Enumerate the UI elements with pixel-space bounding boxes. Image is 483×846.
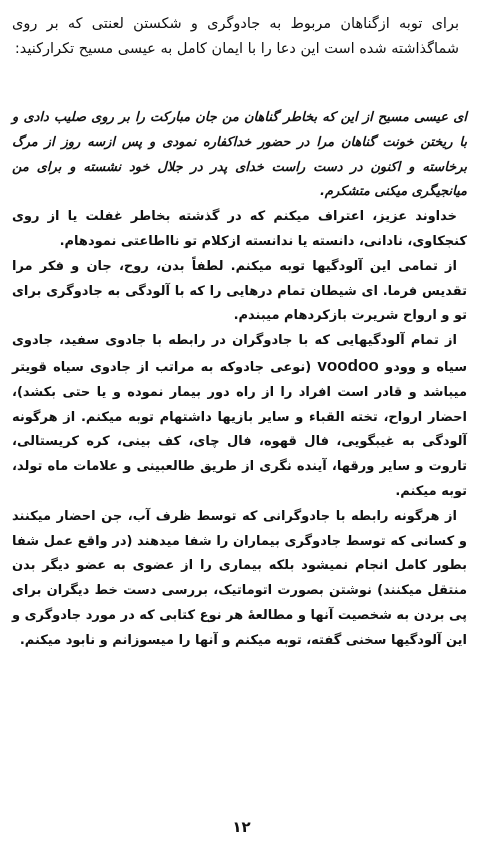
page-number: ۱۲ [232,818,251,836]
intro-paragraph: برای توبه ازگناهان مربوط به جادوگری و شکستن لعنتی که بر روی شماگذاشته شده است این دعا را با ایمان کامل به عیسی مسیح تکرارکنید: [12,16,459,57]
prayer-paragraph-4-start: از تمام آلودگیهایی که با جادوگران در رابطه با جادوی سفید، جادوی سیاه و وودو [12,333,468,375]
prayer-paragraph-3: از تمامی این آلودگیها توبه میکنم. لطفاً بدن، روح، جان و فکر مرا تقدیس فرما. ای شیطان تمام درهایی را که با آلودگی به جادوگری برای تو و ارواح شریرت بازکردهام میبندم. [12,258,467,324]
prayer-paragraph-1: ای عیسی مسیح از این که بخاطر گناهان من جان مبارکت را بر روی صلیب دادی و با ریختن خونت گناهان مرا در حضور خداکفاره نمودی و پس ازسه روز از مرگ برخاسته و اکنون در دست راست خدای پدر در جلال خود نشسته و برای من میانجیگری میکنی متشکرم. [12,110,467,200]
prayer-paragraph-2: خداوند عزیز، اعتراف میکنم که در گذشته بخاطر غفلت یا از روی کنجکاوی، نادانی، دانسته یا ندانسته ازکلام تو نااطاعتی نمودهام. [12,209,467,249]
prayer-paragraph-4 [12,329,467,505]
prayer-text [12,106,467,654]
prayer-paragraph-4-rest: (نوعی جادوکه به مراتب از جادوی سیاه قویتر میباشد و قادر است افراد را از راه دور بیمار نموده و یا حتی بکشد)، احضار ارواح، تخته القباء و سایر بازیها داشتهام توبه میکنم. از هرگونه آلودگی به غیبگویی، فال قهوه، فال چای، کف بینی، کره کریستالی، تاروت و سایر ورقها، آینده نگری از طریق طالعبینی و علامات ماه تولد، توبه میکنم. [12,359,467,499]
prayer-paragraph-5: از هرگونه رابطه با جادوگرانی که توسط ظرف آب، جن احضار میکنند و کسانی که توسط جادوگری بیماران را شفا میدهند (در واقع عمل شفا بطور کامل انجام نمیشود بلکه بیماری را از عضوی به عضو دیگر بدن منتقل میکنند) نوشتن بصورت اتوماتیک، بررسی دست خط دیگران برای پی بردن به شخصیت آنها و مطالعهٔ هر نوع کتابی که در مورد جادوگری و این آلودگیها سخنی گفته، توبه میکنم و آنها را میسوزانم و نابود میکنم. [12,508,467,648]
voodoo-word: voodoo [317,355,379,375]
